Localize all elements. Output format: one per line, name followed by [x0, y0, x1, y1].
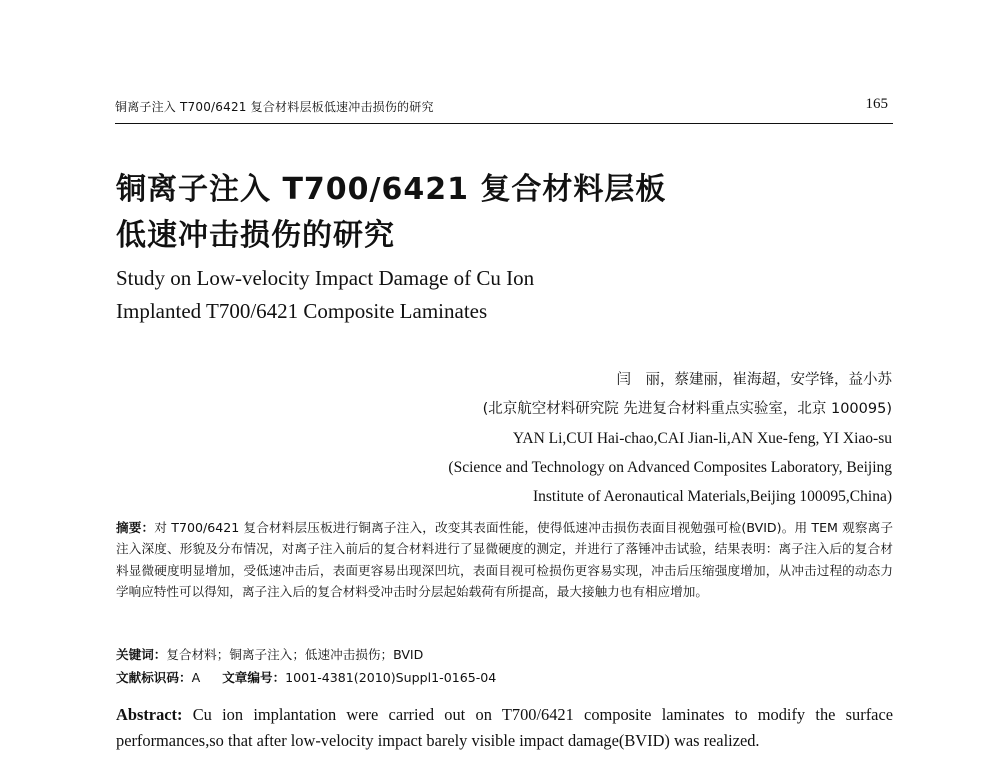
document-code-line: [116, 667, 496, 686]
keywords-text: 复合材料；铜离子注入；低速冲击损伤；BVID: [166, 647, 424, 662]
abstract-english-text: Cu ion implantation were carried out on T700/6421 composite laminates to modify the surface performances,so that after low-velocity impact barely visible impact damage(BVID) was realized.: [116, 705, 893, 750]
english-title-line-1: Study on Low-velocity Impact Damage of Cu Ion: [116, 266, 535, 290]
abstract-english: [116, 702, 893, 754]
keywords-line: [116, 644, 423, 663]
running-header-title: 铜离子注入 T700/6421 复合材料层板低速冲击损伤的研究: [115, 100, 434, 114]
authors-chinese: 闫 丽，蔡建丽，崔海超，安学锋，益小苏: [616, 372, 892, 388]
document-code-value: A: [191, 670, 201, 685]
header-rule: [115, 123, 893, 124]
article-number-label: 文章编号：: [222, 670, 286, 685]
article-number-value: 1001-4381(2010)Suppl1-0165-04: [285, 670, 497, 685]
abstract-chinese-text: 对 T700/6421 复合材料层压板进行铜离子注入，改变其表面性能，使得低速冲击损伤表面目视勉强可检(BVID)。用 TEM 观察离子注入深度、形貌及分布情况，对离子注入前后的复合材料进行了显微硬度的测定，并进行了落锤冲击试验，结果表明：离子注入后的复合材料显微硬度明显增加，受低速冲击后，表面更容易出现深凹坑，表面目视可检损伤更容易实现，冲击后压缩强度增加，从冲击过程的动态力学响应特性可以得知，离子注入后的复合材料受冲击时分层起始载荷有所提高，最大接触力也有相应增加。: [116, 520, 893, 600]
english-title-line-2: Implanted T700/6421 Composite Laminates: [116, 299, 488, 323]
english-title: [116, 262, 534, 328]
page-number: 165: [865, 96, 888, 112]
abstract-english-label: Abstract:: [116, 705, 183, 724]
authors-english: YAN Li,CUI Hai-chao,CAI Jian-li,AN Xue-feng, YI Xiao-su: [512, 430, 892, 447]
abstract-chinese-label: 摘要：: [116, 520, 155, 535]
running-header: [115, 96, 890, 118]
affiliation-chinese: (北京航空材料研究院 先进复合材料重点实验室，北京 100095): [482, 401, 892, 417]
chinese-title: [116, 167, 666, 259]
affiliation-english-line-2: Institute of Aeronautical Materials,Beijing 100095,China): [532, 488, 892, 505]
chinese-title-line-2: 低速冲击损伤的研究: [116, 218, 395, 253]
author-block: [448, 366, 892, 511]
document-code-label: 文献标识码：: [116, 670, 192, 685]
chinese-title-line-1: 铜离子注入 T700/6421 复合材料层板: [116, 172, 667, 207]
abstract-chinese: [116, 517, 893, 603]
keywords-label: 关键词：: [116, 647, 167, 662]
affiliation-english-line-1: (Science and Technology on Advanced Composites Laboratory, Beijing: [448, 459, 892, 476]
